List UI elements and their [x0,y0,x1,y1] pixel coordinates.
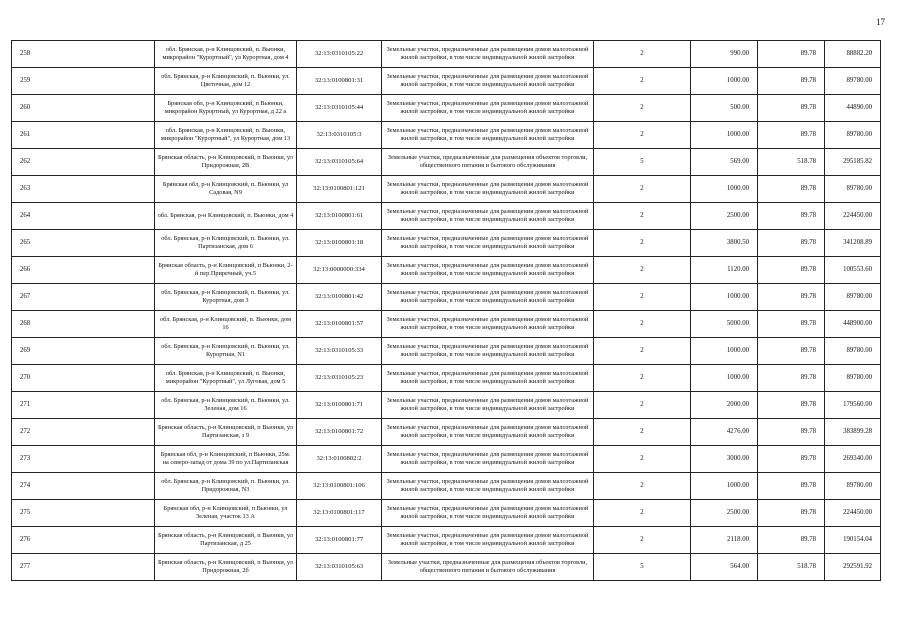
permitted-use-cell: Земельные участки, предназначенные для размещения домов малоэтажной жилой застройки, в том числе индивидуальной жилой застройки [382,257,594,284]
area-cell: 1000.00 [691,122,758,149]
permitted-use-cell: Земельные участки, предназначенные для размещения домов малоэтажной жилой застройки, в том числе индивидуальной жилой застройки [382,284,594,311]
address-cell: обл. Брянская, р-н Клинцовский, п. Вьюнки, ул. Курортная, N1 [155,338,297,365]
cadastral-number-cell: 32:13:0310105:44 [297,95,382,122]
address-cell: Брянская обл, р-н Клинцовский, п Вьюнки, микрорайон Курортный, ул Курортная, д 22 а [155,95,297,122]
specific-value-cell: 89.78 [758,500,825,527]
cadastral-value-cell: 448900.00 [825,311,881,338]
permitted-use-cell: Земельные участки, предназначенные для размещения домов малоэтажной жилой застройки, в том числе индивидуальной жилой застройки [382,176,594,203]
address-cell: Брянская область, р-н Клинцовский, п Вьюнки, ул Придорожная, 2В [155,149,297,176]
specific-value-cell: 89.78 [758,527,825,554]
cadastral-value-cell: 190154.04 [825,527,881,554]
permitted-use-cell: Земельные участки, предназначенные для размещения домов малоэтажной жилой застройки, в том числе индивидуальной жилой застройки [382,122,594,149]
area-cell: 1000.00 [691,338,758,365]
cadastral-value-cell: 292591.92 [825,554,881,581]
area-cell: 1000.00 [691,473,758,500]
specific-value-cell: 89.78 [758,41,825,68]
specific-value-cell: 89.78 [758,365,825,392]
cadastral-number-cell: 32:13:0100801:77 [297,527,382,554]
cadastral-value-cell: 89780.00 [825,473,881,500]
table-row [12,527,881,554]
row-number-cell: 263 [12,176,155,203]
category-cell: 2 [594,41,691,68]
address-cell: Брянская область, р-н Клинцовский, п Вьюнки, 2-й пер.Приречный, уч.5 [155,257,297,284]
cadastral-value-cell: 89780.00 [825,338,881,365]
cadastral-value-cell: 88882.20 [825,41,881,68]
address-cell: Брянская область, р-н Клинцовский, п Вьюнки, ул Придорожная, 2б [155,554,297,581]
category-cell: 5 [594,149,691,176]
row-number-cell: 266 [12,257,155,284]
category-cell: 2 [594,284,691,311]
cadastral-number-cell: 32:13:0310105:33 [297,338,382,365]
land-plots-table [11,40,881,581]
cadastral-number-cell: 32:13:0310105:3 [297,122,382,149]
row-number-cell: 268 [12,311,155,338]
address-cell: Брянская область, р-н Клинцовский, п Вьюнки, ул Партизанская, д 25 [155,527,297,554]
address-cell: обл. Брянская, р-н Клинцовский, п. Вьюнки, ул. Зеленая, дом 16 [155,392,297,419]
row-number-cell: 259 [12,68,155,95]
table-row [12,149,881,176]
cadastral-number-cell: 32:13:0310105:23 [297,365,382,392]
category-cell: 2 [594,203,691,230]
permitted-use-cell: Земельные участки, предназначенные для размещения домов малоэтажной жилой застройки, в том числе индивидуальной жилой застройки [382,338,594,365]
category-cell: 2 [594,338,691,365]
area-cell: 569.00 [691,149,758,176]
area-cell: 500.00 [691,95,758,122]
area-cell: 1120.00 [691,257,758,284]
cadastral-number-cell: 32:13:0100801:61 [297,203,382,230]
category-cell: 2 [594,473,691,500]
row-number-cell: 273 [12,446,155,473]
table-row [12,68,881,95]
cadastral-number-cell: 32:13:0100801:31 [297,68,382,95]
cadastral-value-cell: 44890.00 [825,95,881,122]
cadastral-value-cell: 269340.00 [825,446,881,473]
cadastral-number-cell: 32:13:0100801:42 [297,284,382,311]
cadastral-value-cell: 341208.89 [825,230,881,257]
category-cell: 2 [594,230,691,257]
table-row [12,392,881,419]
cadastral-value-cell: 295185.82 [825,149,881,176]
cadastral-number-cell: 32:13:0100801:71 [297,392,382,419]
table-row [12,419,881,446]
table-row [12,203,881,230]
table-row [12,338,881,365]
row-number-cell: 264 [12,203,155,230]
row-number-cell: 260 [12,95,155,122]
specific-value-cell: 89.78 [758,338,825,365]
address-cell: Брянская обл, р-н Клинцовский, п Вьюнки, 25м. на северо-запад от дома 39 по ул.Партизанская [155,446,297,473]
table-row [12,446,881,473]
row-number-cell: 271 [12,392,155,419]
permitted-use-cell: Земельные участки, предназначенные для размещения домов малоэтажной жилой застройки, в том числе индивидуальной жилой застройки [382,230,594,257]
cadastral-number-cell: 32:13:0310105:63 [297,554,382,581]
table-row [12,230,881,257]
category-cell: 2 [594,176,691,203]
category-cell: 2 [594,419,691,446]
permitted-use-cell: Земельные участки, предназначенные для размещения домов малоэтажной жилой застройки, в том числе индивидуальной жилой застройки [382,500,594,527]
row-number-cell: 258 [12,41,155,68]
permitted-use-cell: Земельные участки, предназначенные для размещения домов малоэтажной жилой застройки, в том числе индивидуальной жилой застройки [382,203,594,230]
specific-value-cell: 89.78 [758,311,825,338]
permitted-use-cell: Земельные участки, предназначенные для размещения домов малоэтажной жилой застройки, в том числе индивидуальной жилой застройки [382,392,594,419]
area-cell: 2000.00 [691,392,758,419]
cadastral-value-cell: 224450.00 [825,203,881,230]
category-cell: 2 [594,500,691,527]
row-number-cell: 274 [12,473,155,500]
address-cell: обл. Брянская, р-н Клинцовский, п. Вьюнки, дом 16 [155,311,297,338]
category-cell: 2 [594,68,691,95]
row-number-cell: 270 [12,365,155,392]
cadastral-number-cell: 32:13:0100801:18 [297,230,382,257]
cadastral-value-cell: 224450.00 [825,500,881,527]
address-cell: обл. Брянская, р-н Клинцовский, п. Вьюнки, ул. Партизанская, дом 6 [155,230,297,257]
table-row [12,473,881,500]
area-cell: 5000.00 [691,311,758,338]
category-cell: 2 [594,95,691,122]
table-row [12,95,881,122]
table-row [12,284,881,311]
area-cell: 1000.00 [691,284,758,311]
address-cell: Брянская область, р-н Клинцовский, п Вьюнки, ул Партизанская, з 9 [155,419,297,446]
table-row [12,500,881,527]
table-row [12,122,881,149]
area-cell: 1000.00 [691,68,758,95]
address-cell: обл. Брянская, р-н Клинцовский, п. Вьюнки, ул. Придорожная, N3 [155,473,297,500]
specific-value-cell: 89.78 [758,257,825,284]
address-cell: обл. Брянская, р-н Клинцовский, п. Вьюнки, микрорайон "Курортный", ул Курортная, дом 4 [155,41,297,68]
row-number-cell: 277 [12,554,155,581]
address-cell: обл. Брянская, р-н Клинцовский, п. Вьюнки, микрорайон "Курортный", ул Курортная, дом 13 [155,122,297,149]
table-row [12,554,881,581]
cadastral-value-cell: 179560.00 [825,392,881,419]
specific-value-cell: 518.78 [758,149,825,176]
row-number-cell: 265 [12,230,155,257]
specific-value-cell: 89.78 [758,68,825,95]
specific-value-cell: 89.78 [758,446,825,473]
category-cell: 2 [594,392,691,419]
cadastral-value-cell: 89780.00 [825,365,881,392]
cadastral-value-cell: 89780.00 [825,284,881,311]
category-cell: 2 [594,257,691,284]
page-number: 17 [876,17,885,27]
area-cell: 1000.00 [691,365,758,392]
category-cell: 2 [594,311,691,338]
area-cell: 3800.50 [691,230,758,257]
area-cell: 1000.00 [691,176,758,203]
row-number-cell: 275 [12,500,155,527]
category-cell: 2 [594,365,691,392]
area-cell: 3000.00 [691,446,758,473]
cadastral-number-cell: 32:13:0100801:72 [297,419,382,446]
cadastral-number-cell: 32:13:0100801:121 [297,176,382,203]
address-cell: обл. Брянская, р-н Клинцовский, п. Вьюнки, ул. Цветочная, дом 12 [155,68,297,95]
row-number-cell: 267 [12,284,155,311]
table-row [12,257,881,284]
permitted-use-cell: Земельные участки, предназначенные для размещения домов малоэтажной жилой застройки, в том числе индивидуальной жилой застройки [382,68,594,95]
category-cell: 2 [594,527,691,554]
area-cell: 2500.00 [691,500,758,527]
cadastral-value-cell: 383899.28 [825,419,881,446]
cadastral-value-cell: 89780.00 [825,176,881,203]
cadastral-number-cell: 32:13:0000000:334 [297,257,382,284]
permitted-use-cell: Земельные участки, предназначенные для размещения домов малоэтажной жилой застройки, в том числе индивидуальной жилой застройки [382,527,594,554]
cadastral-value-cell: 89780.00 [825,68,881,95]
address-cell: обл. Брянская, р-н Клинцовский, п. Вьюнки, дом 4 [155,203,297,230]
permitted-use-cell: Земельные участки, предназначенные для размещения домов малоэтажной жилой застройки, в том числе индивидуальной жилой застройки [382,446,594,473]
row-number-cell: 272 [12,419,155,446]
area-cell: 2118.00 [691,527,758,554]
specific-value-cell: 89.78 [758,203,825,230]
permitted-use-cell: Земельные участки, предназначенные для размещения домов малоэтажной жилой застройки, в том числе индивидуальной жилой застройки [382,95,594,122]
specific-value-cell: 89.78 [758,473,825,500]
table-body [12,41,881,581]
cadastral-number-cell: 32:13:0310105:22 [297,41,382,68]
row-number-cell: 276 [12,527,155,554]
permitted-use-cell: Земельные участки, предназначенные для размещения домов малоэтажной жилой застройки, в том числе индивидуальной жилой застройки [382,419,594,446]
row-number-cell: 269 [12,338,155,365]
cadastral-number-cell: 32:13:0100801:106 [297,473,382,500]
address-cell: обл. Брянская, р-н Клинцовский, п. Вьюнки, микрорайон "Курортный", ул Луговая, дом 5 [155,365,297,392]
table-row [12,176,881,203]
area-cell: 990.00 [691,41,758,68]
permitted-use-cell: Земельные участки, предназначенные для размещения домов малоэтажной жилой застройки, в том числе индивидуальной жилой застройки [382,365,594,392]
specific-value-cell: 89.78 [758,176,825,203]
permitted-use-cell: Земельные участки, предназначенные для размещения домов малоэтажной жилой застройки, в том числе индивидуальной жилой застройки [382,41,594,68]
area-cell: 4276.00 [691,419,758,446]
table-row [12,365,881,392]
address-cell: обл. Брянская, р-н Клинцовский, п. Вьюнки, ул. Курортная, дом 3 [155,284,297,311]
permitted-use-cell: Земельные участки, предназначенные для размещения домов малоэтажной жилой застройки, в том числе индивидуальной жилой застройки [382,311,594,338]
table-row [12,41,881,68]
specific-value-cell: 518.78 [758,554,825,581]
category-cell: 2 [594,122,691,149]
specific-value-cell: 89.78 [758,95,825,122]
permitted-use-cell: Земельные участки, предназначенные для размещения объектов торговли, общественного питания и бытового обслуживания [382,554,594,581]
specific-value-cell: 89.78 [758,284,825,311]
cadastral-value-cell: 89780.00 [825,122,881,149]
cadastral-number-cell: 32:13:0100801:57 [297,311,382,338]
table-row [12,311,881,338]
specific-value-cell: 89.78 [758,122,825,149]
specific-value-cell: 89.78 [758,419,825,446]
cadastral-number-cell: 32:13:0100802:2 [297,446,382,473]
row-number-cell: 261 [12,122,155,149]
cadastral-value-cell: 100553.60 [825,257,881,284]
specific-value-cell: 89.78 [758,392,825,419]
area-cell: 564.00 [691,554,758,581]
row-number-cell: 262 [12,149,155,176]
permitted-use-cell: Земельные участки, предназначенные для размещения домов малоэтажной жилой застройки, в том числе индивидуальной жилой застройки [382,473,594,500]
cadastral-number-cell: 32:13:0100801:117 [297,500,382,527]
address-cell: Брянская обл, р-н Клинцовский, п. Вьюнки, ул Садовая, N9 [155,176,297,203]
specific-value-cell: 89.78 [758,230,825,257]
area-cell: 2500.00 [691,203,758,230]
category-cell: 2 [594,446,691,473]
category-cell: 5 [594,554,691,581]
cadastral-number-cell: 32:13:0310105:64 [297,149,382,176]
permitted-use-cell: Земельные участки, предназначенные для размещения объектов торговли, общественного питания и бытового обслуживания [382,149,594,176]
address-cell: Брянская обл, р-н Клинцовский, п Вьюнки, ул Зеленая, участок 13 А [155,500,297,527]
